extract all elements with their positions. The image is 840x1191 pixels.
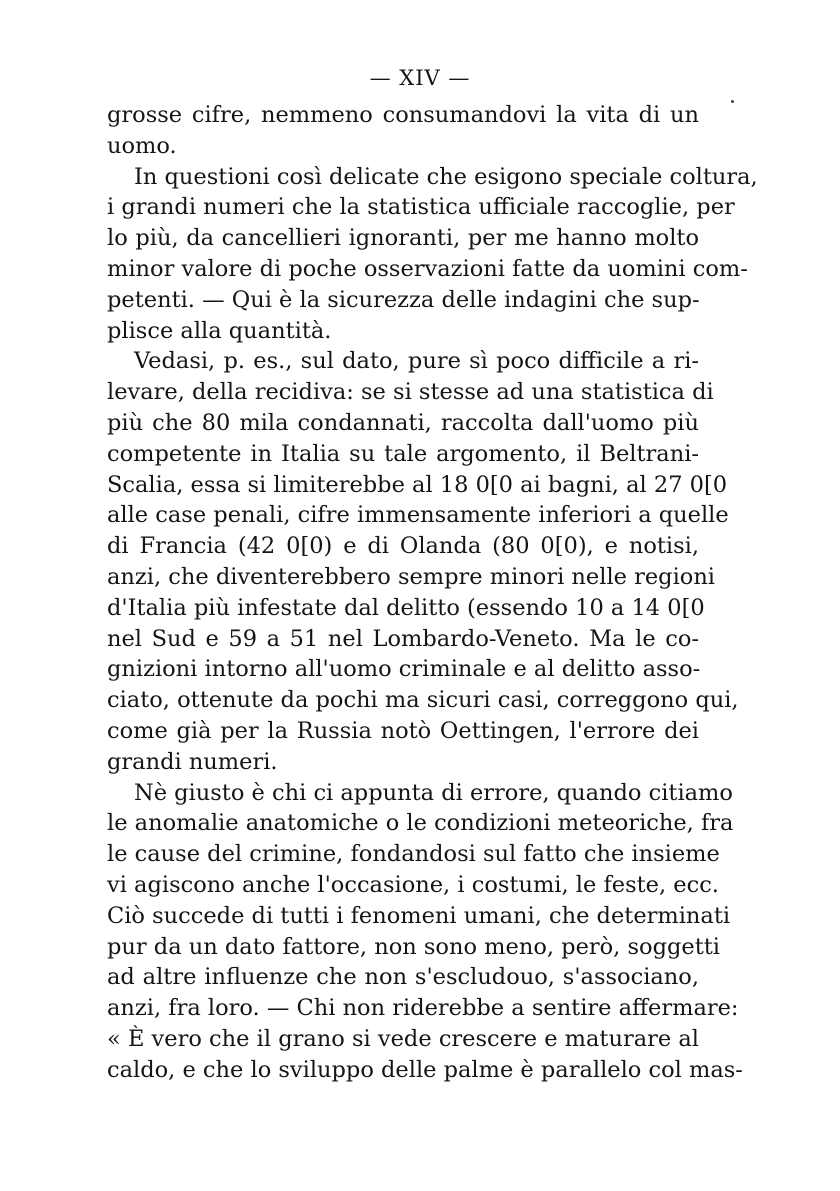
text-line: le cause del crimine, fondandosi sul fatto che insieme — [107, 841, 720, 868]
text-line: grosse cifre, nemmeno consumandovi la vita di un — [107, 102, 699, 128]
text-line: grandi numeri. — [107, 748, 278, 775]
text-line: Scalia, essa si limiterebbe al 18 0[0 ai bagni, al 27 0[0 — [107, 471, 728, 498]
text-line: i grandi numeri che la statistica ufficiale raccoglie, per — [107, 194, 735, 221]
text-line: d'Italia più infestate dal delitto (essendo 10 a 14 0[0 — [107, 594, 705, 621]
text-line: alle case penali, cifre immensamente inferiori a quelle — [107, 502, 729, 529]
text-line: ciato, ottenute da pochi ma sicuri casi, correggono qui, — [107, 687, 739, 714]
text-line: anzi, fra loro. — Chi non riderebbe a sentire affermare: — [107, 995, 739, 1022]
text-line: petenti. — Qui è la sicurezza delle indagini che sup- — [107, 286, 700, 313]
text-line: ad altre influenze che non s'escludouo, s'associano, — [107, 964, 699, 991]
text-line: nel Sud e 59 a 51 nel Lombardo-Veneto. Ma le co- — [107, 625, 699, 652]
body-text — [107, 100, 758, 1086]
paragraph-first-line: In questioni così delicate che esigono speciale coltura, — [134, 163, 758, 190]
scan-speck — [731, 100, 734, 103]
text-line: lo più, da cancellieri ignoranti, per me hanno molto — [107, 225, 699, 252]
paragraph-first-line: Nè giusto è chi ci appunta di errore, quando citiamo — [134, 779, 733, 806]
text-line: competente in Italia su tale argomento, il Beltrani- — [107, 440, 699, 467]
text-line: di Francia (42 0[0) e di Olanda (80 0[0), e notisi, — [107, 533, 699, 560]
page-number: — XIV — — [369, 66, 471, 90]
text-line: plisce alla quantità. — [107, 317, 332, 344]
text-line: minor valore di poche osservazioni fatte da uomini com- — [107, 255, 748, 282]
text-line: « È vero che il grano si vede crescere e maturare al — [107, 1025, 699, 1052]
text-line: anzi, che diventerebbero sempre minori nelle regioni — [107, 563, 716, 590]
text-line: più che 80 mila condannati, raccolta dall'uomo più — [107, 409, 699, 436]
text-line: gnizioni intorno all'uomo criminale e al delitto asso- — [107, 656, 701, 683]
text-line: uomo. — [107, 132, 177, 159]
text-line: Ciò succede di tutti i fenomeni umani, che determinati — [107, 902, 731, 929]
text-line: vi agiscono anche l'occasione, i costumi, le feste, ecc. — [107, 871, 719, 898]
text-line: levare, della recidiva: se si stesse ad una statistica di — [107, 379, 714, 406]
text-line: caldo, e che lo sviluppo delle palme è parallelo col mas- — [107, 1056, 743, 1083]
text-line: come già per la Russia notò Oettingen, l'errore dei — [107, 717, 699, 744]
paragraph-first-line: Vedasi, p. es., sul dato, pure sì poco difficile a ri- — [134, 348, 699, 375]
text-line: le anomalie anatomiche o le condizioni meteoriche, fra — [107, 810, 734, 837]
text-line: pur da un dato fattore, non sono meno, però, soggetti — [107, 933, 720, 960]
